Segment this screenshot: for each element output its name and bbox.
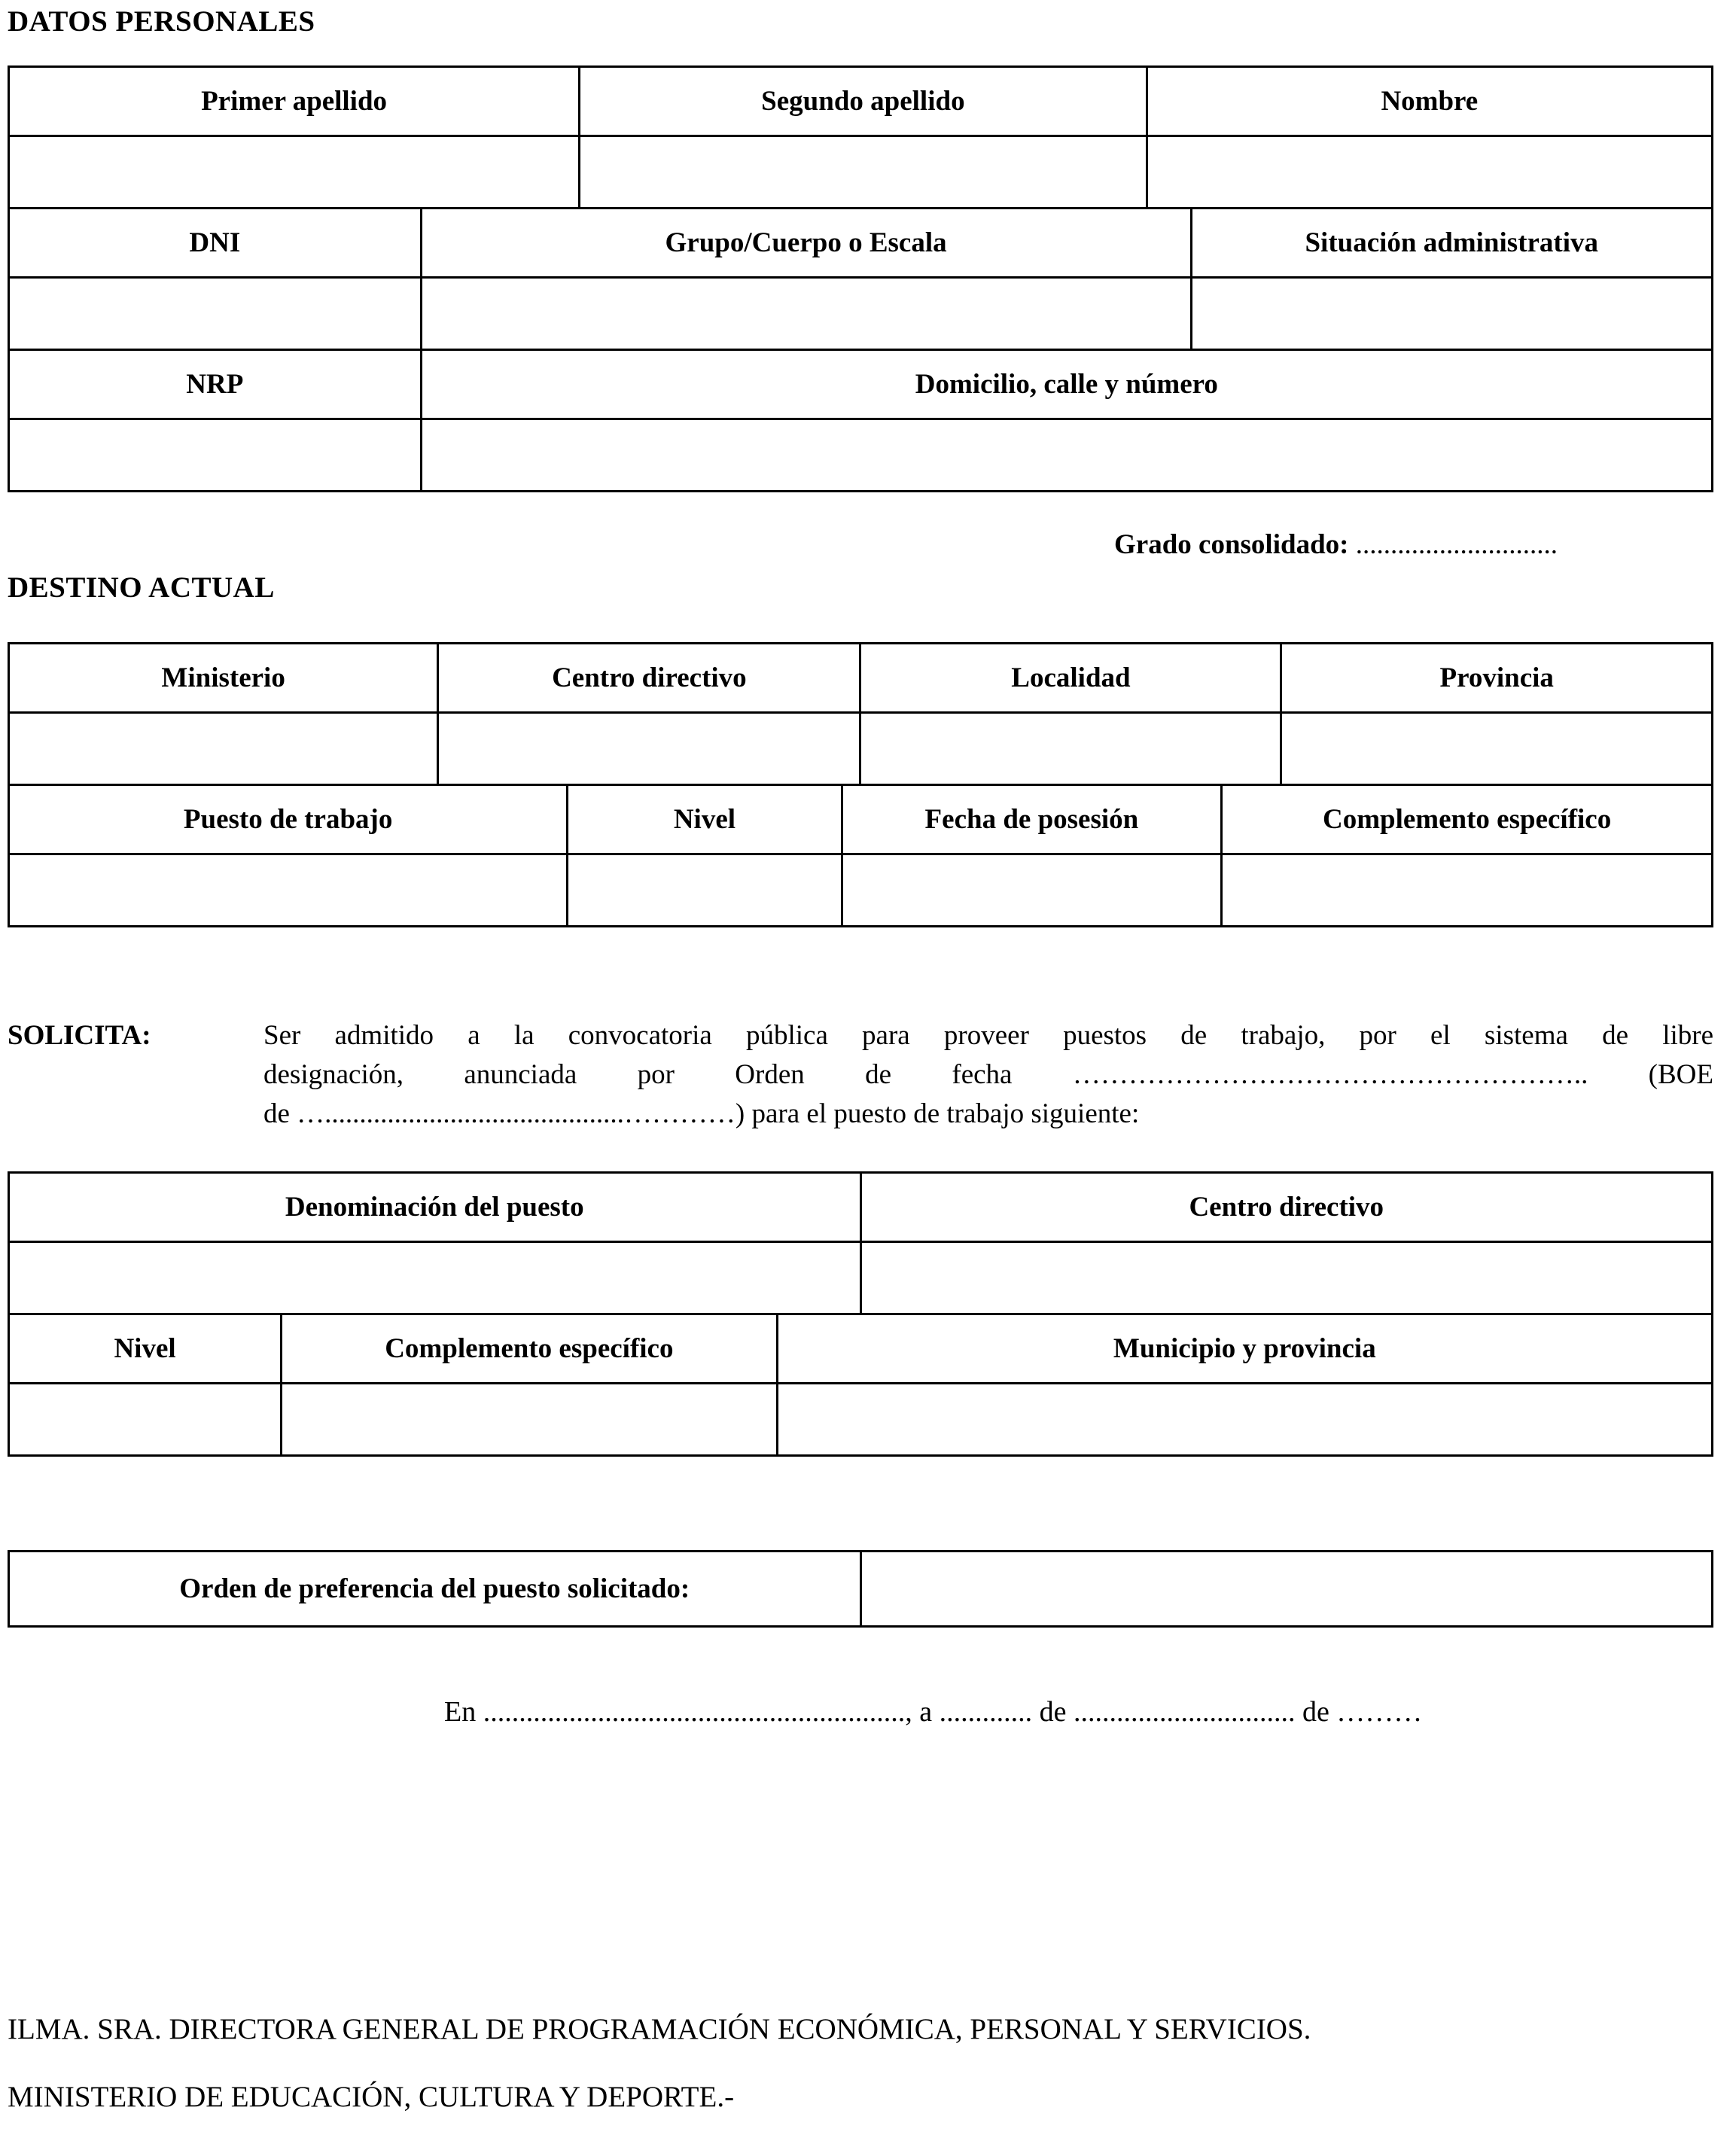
field-nivel-solicitado [9, 1384, 282, 1456]
field-segundo-apellido [580, 136, 1147, 208]
field-centro-directivo-solicitado [860, 1242, 1713, 1314]
solicita-text [263, 1016, 1713, 1134]
field-denominacion-del-puesto [9, 1242, 861, 1314]
orden-preferencia-row [9, 1552, 1713, 1627]
field-grupo-cuerpo-escala [421, 277, 1191, 349]
date-place-line: En ..........................................................., a ............. de ............................... de ……… [444, 1696, 1423, 1728]
field-nrp [9, 419, 422, 491]
puesto-solicitado-table-nivel [8, 1313, 1713, 1457]
solicita-block [8, 1016, 1713, 1134]
field-localidad [860, 713, 1281, 785]
header-situacion-administrativa: Situación administrativa [1191, 208, 1712, 277]
header-segundo-apellido: Segundo apellido [580, 66, 1147, 136]
header-complemento-especifico-solicitado: Complemento específico [282, 1314, 778, 1384]
orden-preferencia-label: Orden de preferencia del puesto solicitado: [9, 1552, 861, 1627]
field-provincia [1281, 713, 1713, 785]
header-nivel: Nivel [568, 785, 842, 854]
solicita-label: SOLICITA: [8, 1020, 151, 1052]
field-centro-directivo [438, 713, 860, 785]
field-orden-preferencia [860, 1552, 1713, 1627]
field-nivel [568, 854, 842, 927]
header-nrp: NRP [9, 349, 422, 419]
field-complemento-especifico-solicitado [282, 1384, 778, 1456]
value-row [9, 713, 1713, 785]
field-domicilio [421, 419, 1712, 491]
value-row [9, 1384, 1713, 1456]
header-grupo-cuerpo-escala: Grupo/Cuerpo o Escala [421, 208, 1191, 277]
grado-consolidado-label: Grado consolidado: [1114, 528, 1349, 560]
header-row [9, 644, 1713, 713]
section-title-datos-personales: DATOS PERSONALES [8, 5, 315, 38]
header-fecha-de-posesion: Fecha de posesión [842, 785, 1222, 854]
header-denominacion-del-puesto: Denominación del puesto [9, 1173, 861, 1242]
datos-personales-table-apellidos [8, 65, 1713, 209]
field-dni [9, 277, 422, 349]
field-nombre [1147, 136, 1712, 208]
solicita-text-line-2: designación, anunciada por Orden de fecha ……………………………………………….. (BOE [263, 1059, 1713, 1091]
header-localidad: Localidad [860, 644, 1281, 713]
value-row [9, 419, 1713, 491]
value-row [9, 136, 1713, 208]
value-row [9, 854, 1713, 927]
solicita-text-line-3: de …...........................................…………) para el puesto de trabajo siguiente: [263, 1098, 1140, 1130]
grado-consolidado-line [1114, 528, 1713, 562]
destino-actual-table-ministerio [8, 642, 1713, 786]
header-domicilio: Domicilio, calle y número [421, 349, 1712, 419]
field-primer-apellido [9, 136, 580, 208]
header-primer-apellido: Primer apellido [9, 66, 580, 136]
solicita-text-line-1: Ser admitido a la convocatoria pública para proveer puestos de trabajo, por el sistema de libre [263, 1020, 1713, 1052]
header-row [9, 349, 1713, 419]
header-row [9, 1173, 1713, 1242]
header-row [9, 66, 1713, 136]
field-municipio-y-provincia [777, 1384, 1712, 1456]
field-ministerio [9, 713, 438, 785]
header-centro-directivo: Centro directivo [438, 644, 860, 713]
orden-preferencia-table [8, 1550, 1713, 1628]
header-centro-directivo-solicitado: Centro directivo [860, 1173, 1713, 1242]
header-puesto-de-trabajo: Puesto de trabajo [9, 785, 568, 854]
grado-consolidado-dotted-field: ............................. [1348, 528, 1558, 560]
destino-actual-table-puesto [8, 784, 1713, 927]
section-title-destino-actual: DESTINO ACTUAL [8, 571, 275, 604]
header-row [9, 208, 1713, 277]
field-puesto-de-trabajo [9, 854, 568, 927]
header-row [9, 1314, 1713, 1384]
value-row [9, 1242, 1713, 1314]
puesto-solicitado-table-denominacion [8, 1171, 1713, 1315]
value-row [9, 277, 1713, 349]
header-nombre: Nombre [1147, 66, 1712, 136]
field-situacion-administrativa [1191, 277, 1712, 349]
field-complemento-especifico [1222, 854, 1713, 927]
header-row [9, 785, 1713, 854]
field-fecha-de-posesion [842, 854, 1222, 927]
datos-personales-table-nrp [8, 349, 1713, 492]
header-dni: DNI [9, 208, 422, 277]
header-complemento-especifico: Complemento específico [1222, 785, 1713, 854]
ministry-line: MINISTERIO DE EDUCACIÓN, CULTURA Y DEPORTE.- [8, 2081, 735, 2114]
header-provincia: Provincia [1281, 644, 1713, 713]
addressee-line: ILMA. SRA. DIRECTORA GENERAL DE PROGRAMACIÓN ECONÓMICA, PERSONAL Y SERVICIOS. [8, 2012, 1311, 2045]
header-nivel-solicitado: Nivel [9, 1314, 282, 1384]
header-ministerio: Ministerio [9, 644, 438, 713]
header-municipio-y-provincia: Municipio y provincia [777, 1314, 1712, 1384]
datos-personales-table-dni [8, 207, 1713, 351]
